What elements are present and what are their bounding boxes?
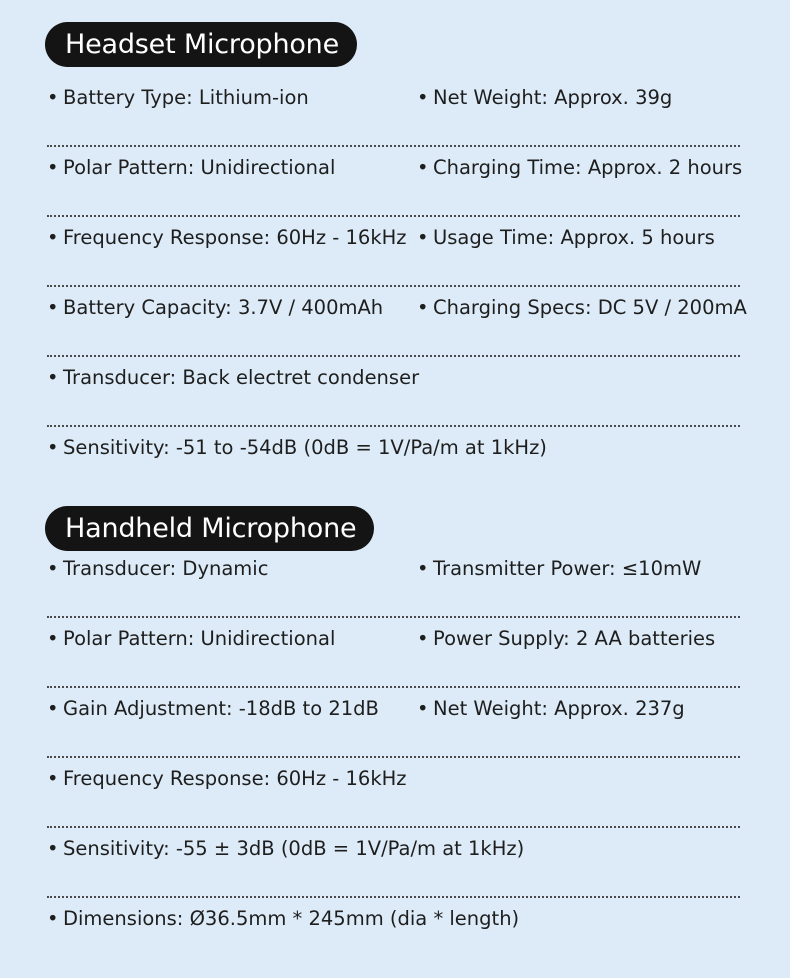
spec-row [45,898,740,968]
spec-text: Usage Time: Approx. 5 hours [433,226,715,249]
bullet-icon: • [417,156,429,179]
spec-text: Transducer: Dynamic [63,557,269,580]
spec-text: Net Weight: Approx. 39g [433,86,673,109]
spec-item [47,548,268,590]
spec-item [47,427,547,469]
handheld-spec-list [45,548,740,968]
bullet-icon: • [417,697,429,720]
spec-item [47,618,335,660]
bullet-icon: • [417,627,429,650]
handheld-title: Handheld Microphone [45,506,374,551]
spec-text: Net Weight: Approx. 237g [433,697,685,720]
spec-text: Gain Adjustment: -18dB to 21dB [63,697,379,720]
spec-text: Charging Specs: DC 5V / 200mA [433,296,747,319]
spec-text: Sensitivity: -55 ± 3dB (0dB = 1V/Pa/m at 1kHz) [63,837,525,860]
spec-text: Transducer: Back electret condenser [63,366,420,389]
spec-row [45,357,740,427]
spec-row [45,77,740,147]
bullet-icon: • [47,86,59,109]
spec-row [45,758,740,828]
spec-text: Charging Time: Approx. 2 hours [433,156,743,179]
spec-item [417,548,701,590]
bullet-icon: • [417,226,429,249]
headset-title: Headset Microphone [45,22,357,67]
bullet-icon: • [47,296,59,319]
spec-text: Polar Pattern: Unidirectional [63,627,336,650]
spec-item [47,287,383,329]
spec-item [47,77,309,119]
spec-text: Frequency Response: 60Hz - 16kHz [63,226,407,249]
bullet-icon: • [47,627,59,650]
spec-row [45,618,740,688]
spec-text: Battery Capacity: 3.7V / 400mAh [63,296,384,319]
spec-row [45,828,740,898]
spec-text: Frequency Response: 60Hz - 16kHz [63,767,407,790]
spec-text: Power Supply: 2 AA batteries [433,627,716,650]
spec-row [45,427,740,497]
bullet-icon: • [47,156,59,179]
spec-item [47,898,519,940]
bullet-icon: • [47,907,59,930]
spec-text: Polar Pattern: Unidirectional [63,156,336,179]
bullet-icon: • [47,697,59,720]
spec-row [45,217,740,287]
spec-item [47,688,379,730]
spec-row [45,287,747,357]
bullet-icon: • [47,436,59,459]
bullet-icon: • [47,366,59,389]
bullet-icon: • [47,226,59,249]
spec-text: Dimensions: Ø36.5mm * 245mm (dia * length) [63,907,520,930]
bullet-icon: • [47,557,59,580]
headset-spec-list [45,77,747,497]
spec-row [45,147,743,217]
spec-item [417,287,747,329]
bullet-icon: • [47,837,59,860]
spec-item [417,688,685,730]
spec-text: Battery Type: Lithium-ion [63,86,309,109]
spec-item [47,758,407,800]
spec-text: Transmitter Power: ≤10mW [433,557,702,580]
spec-item [417,618,715,660]
spec-item [47,357,419,399]
spec-item [417,147,742,189]
bullet-icon: • [417,557,429,580]
spec-item [47,217,407,259]
spec-item [417,77,672,119]
bullet-icon: • [417,86,429,109]
spec-item [47,147,335,189]
spec-row [45,688,740,758]
bullet-icon: • [417,296,429,319]
bullet-icon: • [47,767,59,790]
spec-text: Sensitivity: -51 to -54dB (0dB = 1V/Pa/m at 1kHz) [63,436,547,459]
spec-row [45,548,740,618]
spec-item [47,828,524,870]
spec-item [417,217,715,259]
